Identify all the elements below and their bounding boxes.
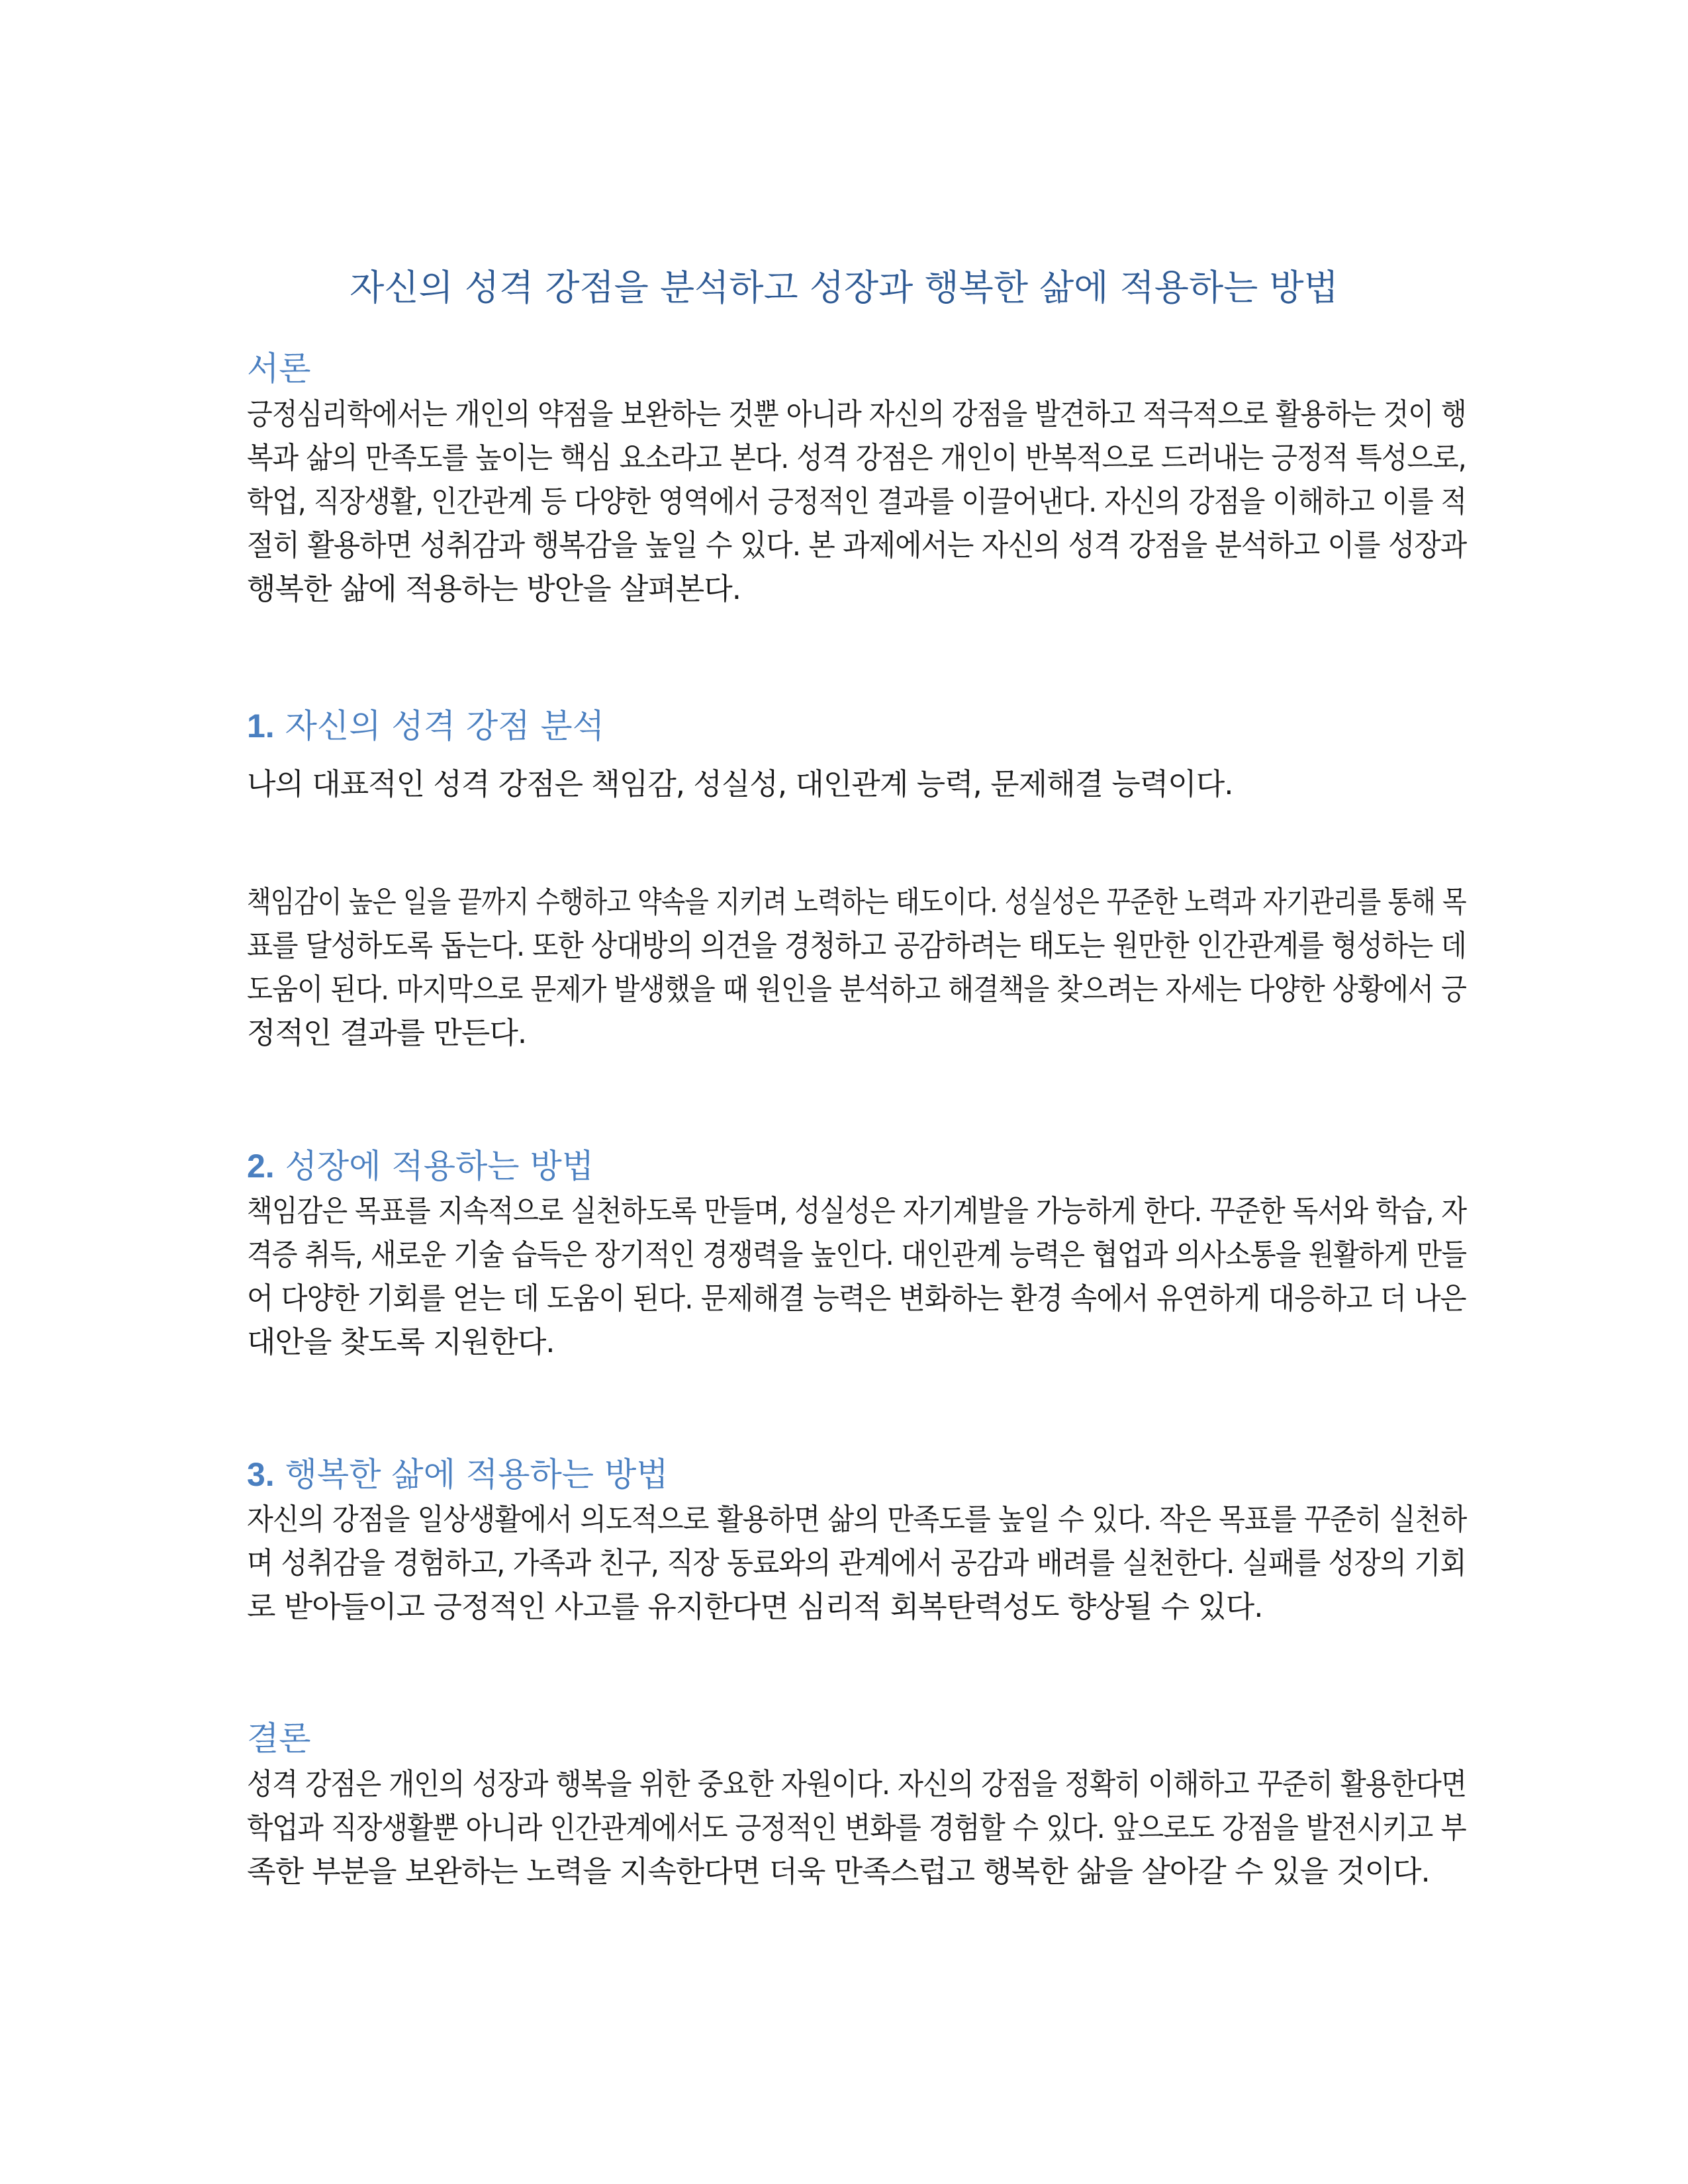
section-heading-2 <box>247 1145 594 1187</box>
paragraph-line: 성격 강점은 개인의 성장과 행복을 위한 중요한 자원이다. 자신의 강점을 정확히 이해하고 꾸준히 활용한다면 <box>247 1766 1467 1801</box>
paragraph-line: 며 성취감을 경험하고, 가족과 친구, 직장 동료와의 관계에서 공감과 배려를 실천한다. 실패를 성장의 기회 <box>247 1545 1466 1580</box>
paragraph-line: 표를 달성하도록 돕는다. 또한 상대방의 의견을 경청하고 공감하려는 태도는 원만한 인간관계를 형성하는 데 <box>247 928 1466 963</box>
paragraph-line: 행복한 삶에 적용하는 방안을 살펴본다. <box>247 571 741 606</box>
document-title: 자신의 성격 강점을 분석하고 성장과 행복한 삶에 적용하는 방법 <box>350 267 1338 308</box>
section-number: 1. <box>247 707 275 745</box>
paragraph-line: 족한 부분을 보완하는 노력을 지속한다면 더욱 만족스럽고 행복한 삶을 살아갈 수 있을 것이다. <box>247 1854 1430 1889</box>
section-heading-1 <box>247 705 604 747</box>
section-heading-text: 행복한 삶에 적용하는 방법 <box>285 1455 669 1494</box>
paragraph-line: 긍정심리학에서는 개인의 약점을 보완하는 것뿐 아니라 자신의 강점을 발견하고 적극적으로 활용하는 것이 행 <box>247 396 1466 432</box>
section-heading-3 <box>247 1453 669 1496</box>
paragraph-line: 책임감이 높은 일을 끝까지 수행하고 약속을 지키려 노력하는 태도이다. 성실성은 꾸준한 노력과 자기관리를 통해 목 <box>247 884 1466 919</box>
paragraph-line: 어 다양한 기회를 얻는 데 도움이 된다. 문제해결 능력은 변화하는 환경 속에서 유연하게 대응하고 더 나은 <box>247 1281 1466 1316</box>
paragraph-line: 대안을 찾도록 지원한다. <box>247 1324 555 1359</box>
paragraph-line: 복과 삶의 만족도를 높이는 핵심 요소라고 본다. 성격 강점은 개인이 반복적으로 드러내는 긍정적 특성으로, <box>247 440 1466 475</box>
paragraph-line: 책임감은 목표를 지속적으로 실천하도록 만들며, 성실성은 자기계발을 가능하게 한다. 꾸준한 독서와 학습, 자 <box>247 1193 1467 1228</box>
paragraph-line: 로 받아들이고 긍정적인 사고를 유지한다면 심리적 회복탄력성도 향상될 수 있다. <box>247 1589 1263 1624</box>
section-heading-text: 자신의 성격 강점 분석 <box>285 707 604 745</box>
section-number: 3. <box>247 1456 275 1493</box>
paragraph-line: 절히 활용하면 성취감과 행복감을 높일 수 있다. 본 과제에서는 자신의 성격 강점을 분석하고 이를 성장과 <box>247 527 1467 563</box>
paragraph-line: 학업, 직장생활, 인간관계 등 다양한 영역에서 긍정적인 결과를 이끌어낸다. 자신의 강점을 이해하고 이를 적 <box>247 484 1467 519</box>
section-number: 2. <box>247 1148 275 1185</box>
paragraph-line: 정적인 결과를 만든다. <box>247 1015 527 1050</box>
section-heading-text: 성장에 적용하는 방법 <box>285 1147 594 1185</box>
section-heading-conclusion: 결론 <box>247 1719 311 1758</box>
paragraph-line: 격증 취득, 새로운 기술 습득은 장기적인 경쟁력을 높인다. 대인관계 능력은 협업과 의사소통을 원활하게 만들 <box>247 1237 1467 1272</box>
section-heading-intro: 서론 <box>247 349 311 388</box>
paragraph-line: 자신의 강점을 일상생활에서 의도적으로 활용하면 삶의 만족도를 높일 수 있다. 작은 목표를 꾸준히 실천하 <box>247 1502 1467 1537</box>
paragraph-line: 도움이 된다. 마지막으로 문제가 발생했을 때 원인을 분석하고 해결책을 찾으려는 자세는 다양한 상황에서 긍 <box>247 972 1467 1007</box>
paragraph-line: 나의 대표적인 성격 강점은 책임감, 성실성, 대인관계 능력, 문제해결 능력이다. <box>247 766 1233 801</box>
paragraph-line: 학업과 직장생활뿐 아니라 인간관계에서도 긍정적인 변화를 경험할 수 있다. 앞으로도 강점을 발전시키고 부 <box>247 1810 1466 1845</box>
